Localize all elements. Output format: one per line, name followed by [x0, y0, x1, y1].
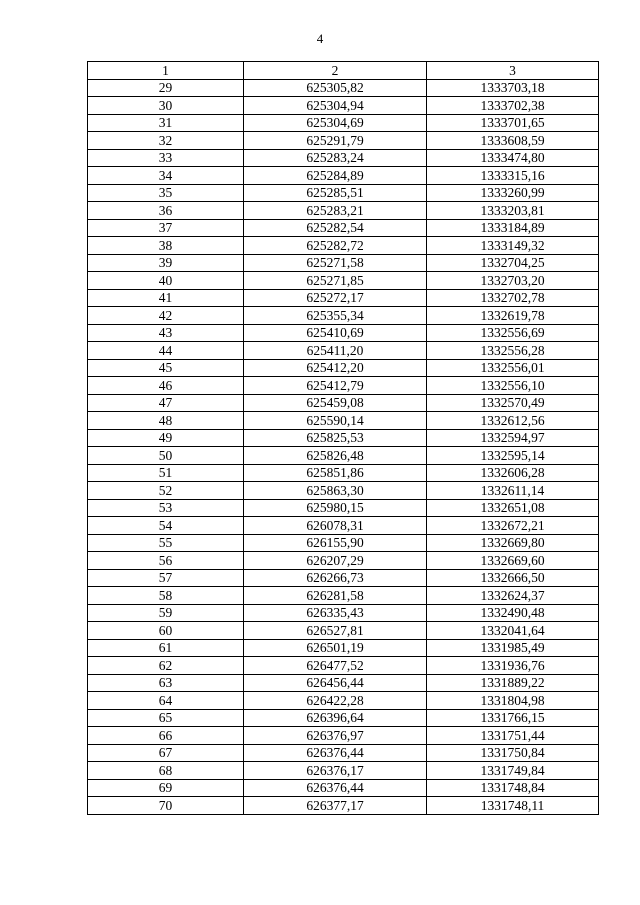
x-coordinate-cell: 626456,44 [244, 674, 427, 692]
x-coordinate-cell: 626335,43 [244, 604, 427, 622]
point-number-cell: 64 [88, 692, 244, 710]
point-number-cell: 66 [88, 727, 244, 745]
y-coordinate-cell: 1333702,38 [427, 97, 599, 115]
table-row [88, 272, 599, 290]
table-row [88, 359, 599, 377]
point-number-cell: 49 [88, 429, 244, 447]
table-row [88, 692, 599, 710]
point-number-cell: 55 [88, 534, 244, 552]
y-coordinate-cell: 1332619,78 [427, 307, 599, 325]
x-coordinate-cell: 626501,19 [244, 639, 427, 657]
table-row [88, 394, 599, 412]
point-number-cell: 34 [88, 167, 244, 185]
y-coordinate-cell: 1333203,81 [427, 202, 599, 220]
table-row [88, 552, 599, 570]
y-coordinate-cell: 1332606,28 [427, 464, 599, 482]
point-number-cell: 41 [88, 289, 244, 307]
y-coordinate-cell: 1332570,49 [427, 394, 599, 412]
x-coordinate-cell: 626377,17 [244, 797, 427, 815]
point-number-cell: 43 [88, 324, 244, 342]
x-coordinate-cell: 625863,30 [244, 482, 427, 500]
table-row [88, 132, 599, 150]
x-coordinate-cell: 625283,21 [244, 202, 427, 220]
y-coordinate-cell: 1333703,18 [427, 79, 599, 97]
y-coordinate-cell: 1331750,84 [427, 744, 599, 762]
table-row [88, 604, 599, 622]
y-coordinate-cell: 1332556,10 [427, 377, 599, 395]
y-coordinate-cell: 1331766,15 [427, 709, 599, 727]
table-row [88, 79, 599, 97]
y-coordinate-cell: 1332556,28 [427, 342, 599, 360]
y-coordinate-cell: 1332624,37 [427, 587, 599, 605]
table-row [88, 237, 599, 255]
table-row [88, 167, 599, 185]
x-coordinate-cell: 625851,86 [244, 464, 427, 482]
table-row [88, 744, 599, 762]
x-coordinate-cell: 625285,51 [244, 184, 427, 202]
y-coordinate-cell: 1333260,99 [427, 184, 599, 202]
table-row [88, 114, 599, 132]
x-coordinate-cell: 625282,72 [244, 237, 427, 255]
table-row [88, 709, 599, 727]
point-number-cell: 38 [88, 237, 244, 255]
y-coordinate-cell: 1331889,22 [427, 674, 599, 692]
table-row [88, 482, 599, 500]
point-number-cell: 45 [88, 359, 244, 377]
y-coordinate-cell: 1332702,78 [427, 289, 599, 307]
table-row [88, 727, 599, 745]
x-coordinate-cell: 625355,34 [244, 307, 427, 325]
point-number-cell: 70 [88, 797, 244, 815]
point-number-cell: 52 [88, 482, 244, 500]
x-coordinate-cell: 625283,24 [244, 149, 427, 167]
point-number-cell: 67 [88, 744, 244, 762]
table-row [88, 797, 599, 815]
table-row [88, 97, 599, 115]
x-coordinate-cell: 626266,73 [244, 569, 427, 587]
point-number-cell: 35 [88, 184, 244, 202]
y-coordinate-cell: 1332490,48 [427, 604, 599, 622]
point-number-cell: 48 [88, 412, 244, 430]
y-coordinate-cell: 1332611,14 [427, 482, 599, 500]
y-coordinate-cell: 1332651,08 [427, 499, 599, 517]
y-coordinate-cell: 1333149,32 [427, 237, 599, 255]
x-coordinate-cell: 625826,48 [244, 447, 427, 465]
x-coordinate-cell: 626527,81 [244, 622, 427, 640]
point-number-cell: 46 [88, 377, 244, 395]
x-coordinate-cell: 625282,54 [244, 219, 427, 237]
column-header-2: 2 [244, 62, 427, 80]
point-number-cell: 56 [88, 552, 244, 570]
y-coordinate-cell: 1332666,50 [427, 569, 599, 587]
x-coordinate-cell: 626207,29 [244, 552, 427, 570]
y-coordinate-cell: 1332672,21 [427, 517, 599, 535]
x-coordinate-cell: 625590,14 [244, 412, 427, 430]
x-coordinate-cell: 626376,97 [244, 727, 427, 745]
point-number-cell: 53 [88, 499, 244, 517]
column-header-3: 3 [427, 62, 599, 80]
table-row [88, 202, 599, 220]
x-coordinate-cell: 625304,94 [244, 97, 427, 115]
table-row [88, 429, 599, 447]
point-number-cell: 58 [88, 587, 244, 605]
x-coordinate-cell: 625410,69 [244, 324, 427, 342]
x-coordinate-cell: 626376,44 [244, 744, 427, 762]
table-row [88, 639, 599, 657]
column-header-1: 1 [88, 62, 244, 80]
x-coordinate-cell: 626281,58 [244, 587, 427, 605]
table-row [88, 534, 599, 552]
y-coordinate-cell: 1332669,80 [427, 534, 599, 552]
x-coordinate-cell: 625412,20 [244, 359, 427, 377]
table-row [88, 517, 599, 535]
y-coordinate-cell: 1332703,20 [427, 272, 599, 290]
point-number-cell: 65 [88, 709, 244, 727]
y-coordinate-cell: 1331749,84 [427, 762, 599, 780]
point-number-cell: 68 [88, 762, 244, 780]
table-row [88, 184, 599, 202]
y-coordinate-cell: 1331748,11 [427, 797, 599, 815]
point-number-cell: 63 [88, 674, 244, 692]
x-coordinate-cell: 625271,58 [244, 254, 427, 272]
y-coordinate-cell: 1331985,49 [427, 639, 599, 657]
x-coordinate-cell: 626376,17 [244, 762, 427, 780]
y-coordinate-cell: 1332669,60 [427, 552, 599, 570]
table-row [88, 289, 599, 307]
x-coordinate-cell: 626155,90 [244, 534, 427, 552]
y-coordinate-cell: 1332594,97 [427, 429, 599, 447]
table-row [88, 307, 599, 325]
x-coordinate-cell: 626477,52 [244, 657, 427, 675]
y-coordinate-cell: 1332556,69 [427, 324, 599, 342]
table-row [88, 219, 599, 237]
x-coordinate-cell: 625459,08 [244, 394, 427, 412]
table-row [88, 254, 599, 272]
table-header-row [88, 62, 599, 80]
y-coordinate-cell: 1333184,89 [427, 219, 599, 237]
point-number-cell: 37 [88, 219, 244, 237]
x-coordinate-cell: 626376,44 [244, 779, 427, 797]
point-number-cell: 60 [88, 622, 244, 640]
table-body [88, 79, 599, 814]
table-row [88, 377, 599, 395]
point-number-cell: 51 [88, 464, 244, 482]
y-coordinate-cell: 1332704,25 [427, 254, 599, 272]
x-coordinate-cell: 625284,89 [244, 167, 427, 185]
table-row [88, 464, 599, 482]
point-number-cell: 36 [88, 202, 244, 220]
point-number-cell: 54 [88, 517, 244, 535]
point-number-cell: 30 [88, 97, 244, 115]
page-number: 4 [316, 31, 324, 46]
y-coordinate-cell: 1331748,84 [427, 779, 599, 797]
y-coordinate-cell: 1333608,59 [427, 132, 599, 150]
y-coordinate-cell: 1332595,14 [427, 447, 599, 465]
point-number-cell: 44 [88, 342, 244, 360]
x-coordinate-cell: 625825,53 [244, 429, 427, 447]
x-coordinate-cell: 625272,17 [244, 289, 427, 307]
x-coordinate-cell: 625980,15 [244, 499, 427, 517]
x-coordinate-cell: 625305,82 [244, 79, 427, 97]
point-number-cell: 62 [88, 657, 244, 675]
table-row [88, 447, 599, 465]
table-row [88, 762, 599, 780]
y-coordinate-cell: 1331804,98 [427, 692, 599, 710]
x-coordinate-cell: 625291,79 [244, 132, 427, 150]
y-coordinate-cell: 1333474,80 [427, 149, 599, 167]
point-number-cell: 59 [88, 604, 244, 622]
y-coordinate-cell: 1332556,01 [427, 359, 599, 377]
x-coordinate-cell: 625412,79 [244, 377, 427, 395]
x-coordinate-cell: 626422,28 [244, 692, 427, 710]
x-coordinate-cell: 625271,85 [244, 272, 427, 290]
x-coordinate-cell: 625411,20 [244, 342, 427, 360]
point-number-cell: 40 [88, 272, 244, 290]
table-row [88, 587, 599, 605]
point-number-cell: 47 [88, 394, 244, 412]
table-row [88, 412, 599, 430]
x-coordinate-cell: 626396,64 [244, 709, 427, 727]
table-row [88, 569, 599, 587]
table-row [88, 674, 599, 692]
table-row [88, 657, 599, 675]
point-number-cell: 57 [88, 569, 244, 587]
y-coordinate-cell: 1331936,76 [427, 657, 599, 675]
y-coordinate-cell: 1332612,56 [427, 412, 599, 430]
table-row [88, 622, 599, 640]
point-number-cell: 31 [88, 114, 244, 132]
coordinates-table [87, 61, 599, 815]
x-coordinate-cell: 625304,69 [244, 114, 427, 132]
table-row [88, 324, 599, 342]
table-row [88, 499, 599, 517]
y-coordinate-cell: 1333701,65 [427, 114, 599, 132]
point-number-cell: 32 [88, 132, 244, 150]
point-number-cell: 42 [88, 307, 244, 325]
y-coordinate-cell: 1331751,44 [427, 727, 599, 745]
table-row [88, 779, 599, 797]
y-coordinate-cell: 1332041,64 [427, 622, 599, 640]
point-number-cell: 33 [88, 149, 244, 167]
table-row [88, 342, 599, 360]
y-coordinate-cell: 1333315,16 [427, 167, 599, 185]
point-number-cell: 61 [88, 639, 244, 657]
point-number-cell: 69 [88, 779, 244, 797]
point-number-cell: 39 [88, 254, 244, 272]
point-number-cell: 29 [88, 79, 244, 97]
x-coordinate-cell: 626078,31 [244, 517, 427, 535]
point-number-cell: 50 [88, 447, 244, 465]
table-row [88, 149, 599, 167]
